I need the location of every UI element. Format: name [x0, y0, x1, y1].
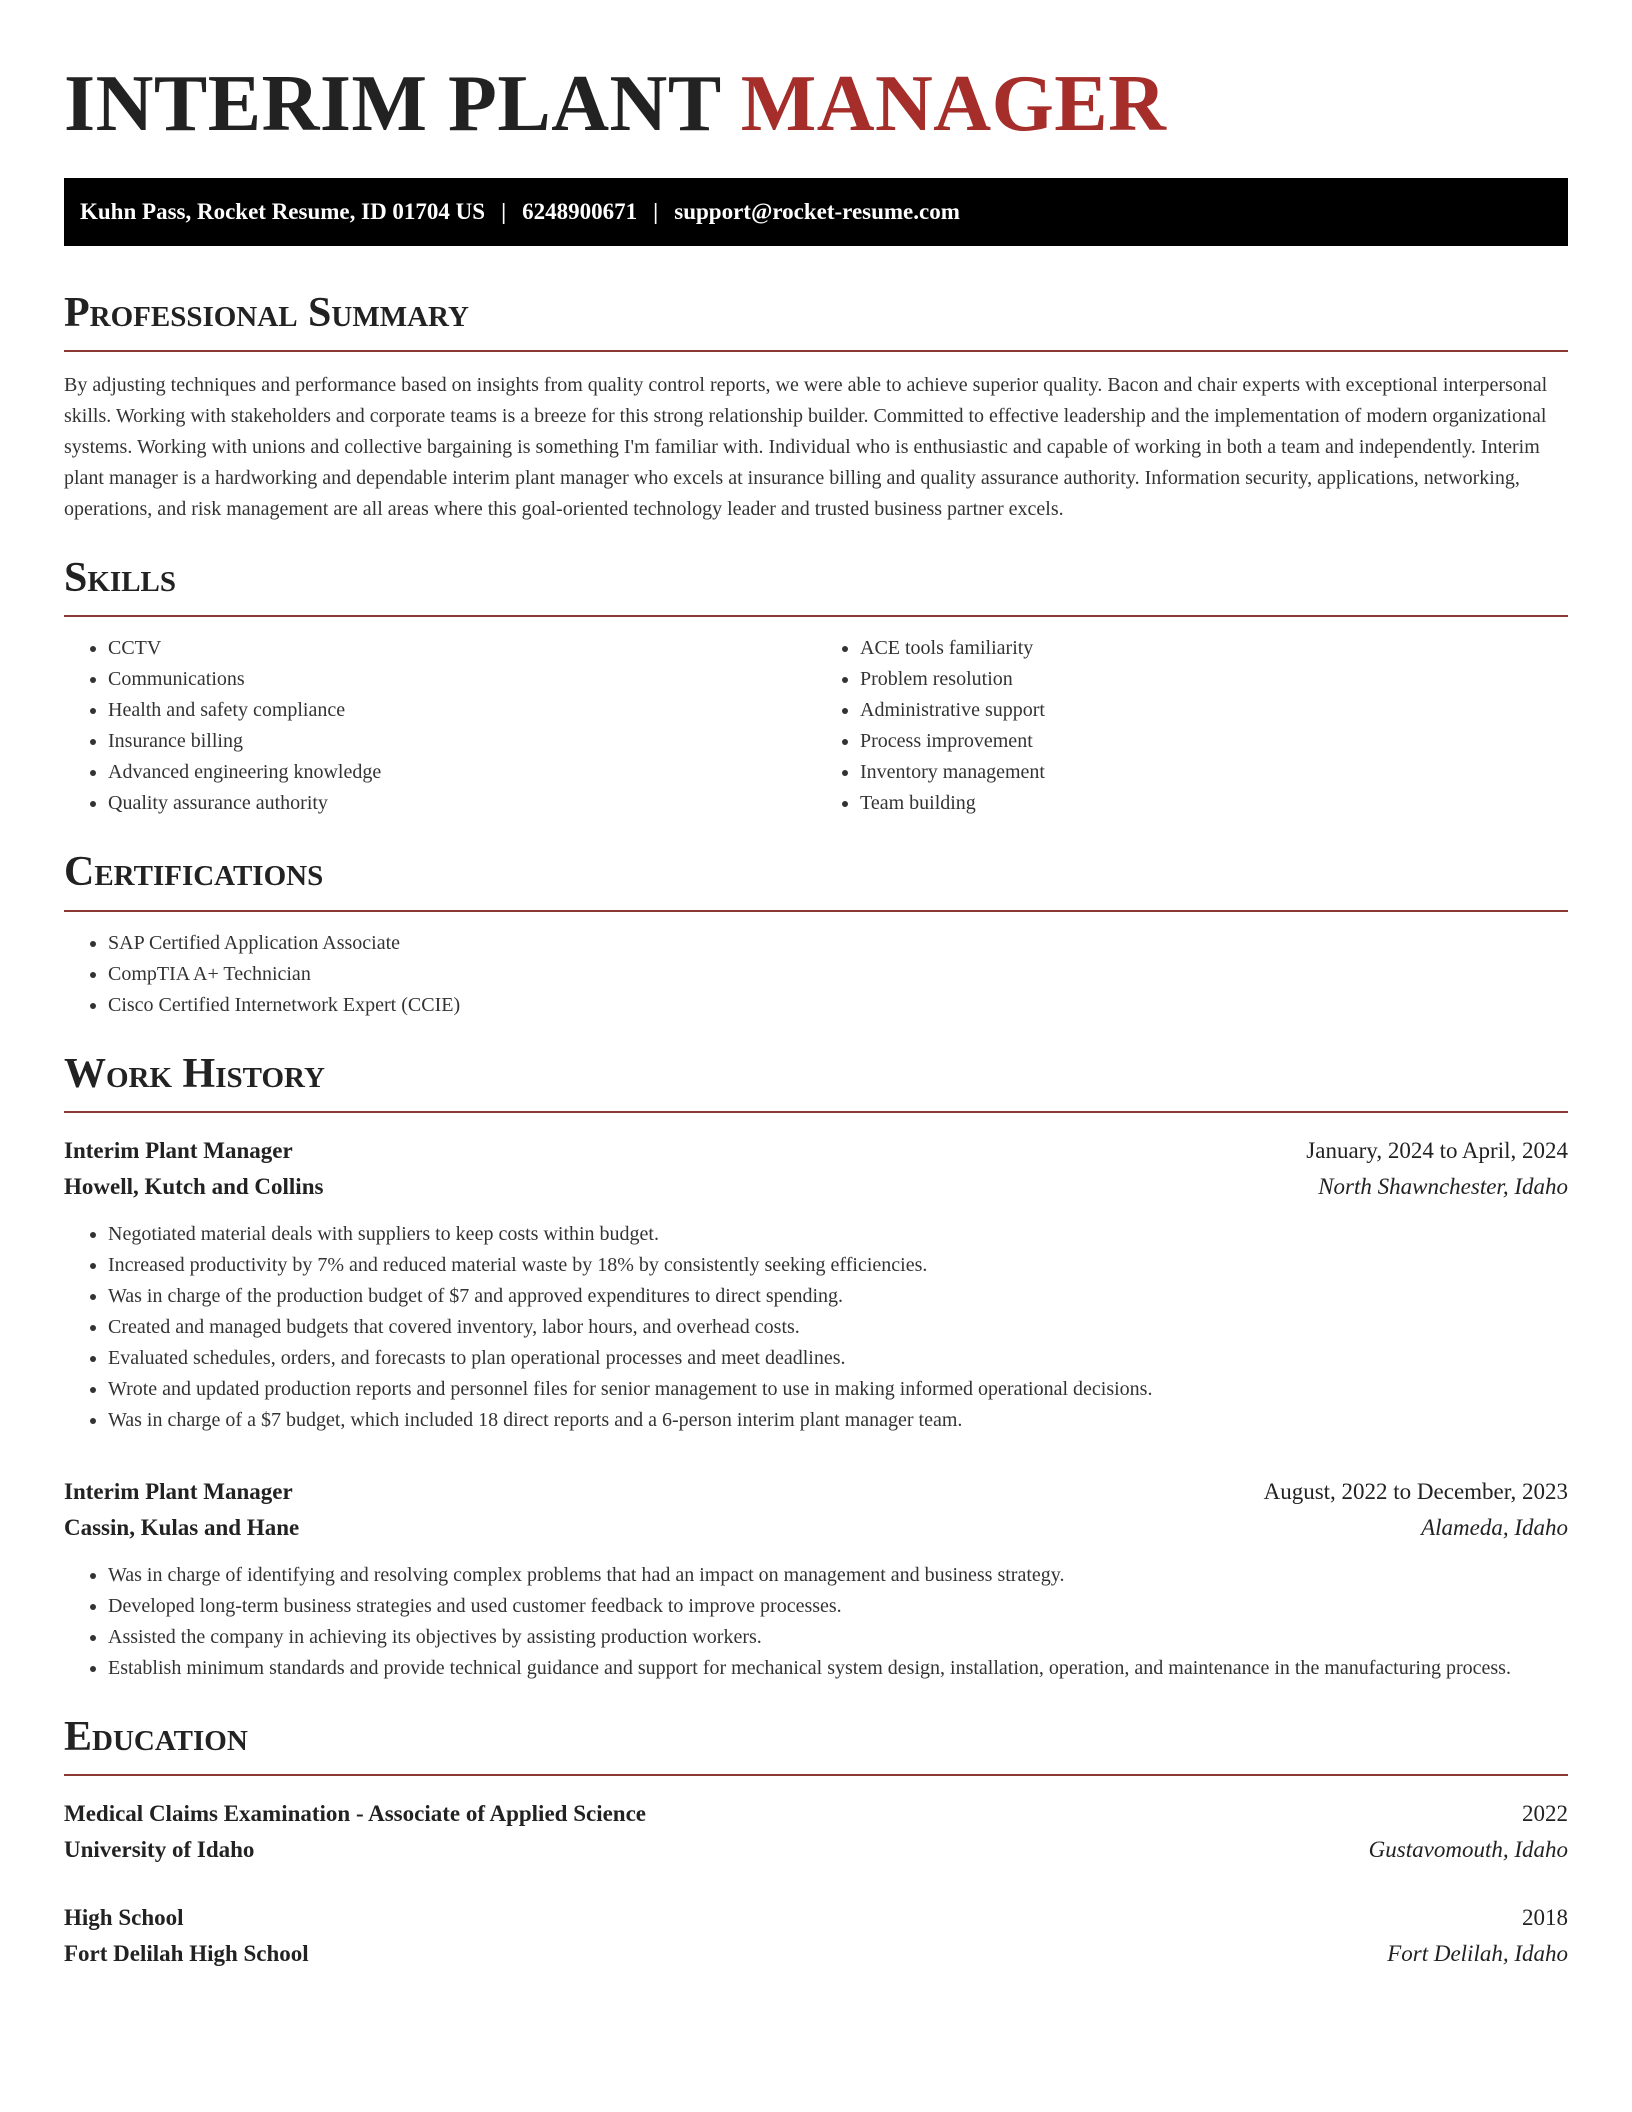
skill-item: • Problem resolution: [860, 664, 1568, 695]
job-header-row: [64, 1133, 1568, 1169]
skill-item: • Advanced engineering knowledge: [108, 757, 816, 788]
section-divider: [64, 350, 1568, 352]
section-heading: Work History: [64, 1050, 325, 1097]
summary-section: [64, 290, 1568, 525]
job-dates: August, 2022 to December, 2023: [1263, 1478, 1568, 1504]
section-divider: [64, 1774, 1568, 1776]
education-header-row: [64, 1900, 1568, 1936]
resume-page: [64, 54, 1568, 1972]
job-company-row: [64, 1169, 1568, 1205]
skill-item: • Team building: [860, 788, 1568, 819]
job-title: Interim Plant Manager: [64, 1478, 293, 1504]
job-bullet: • Wrote and updated production reports and personnel files for senior management to use in making informed operational decisions.: [108, 1374, 1568, 1405]
skill-item: • CCTV: [108, 633, 816, 664]
contact-bar: [64, 178, 1568, 246]
job-location: Alameda, Idaho: [1421, 1514, 1568, 1540]
certifications-list: [64, 928, 1568, 1021]
job-entry: [64, 1474, 1568, 1684]
education-location: Fort Delilah, Idaho: [1387, 1940, 1568, 1966]
education-entry: [64, 1900, 1568, 1972]
section-heading: Education: [64, 1713, 248, 1760]
job-bullet: • Was in charge of identifying and resolving complex problems that had an impact on management and business strategy.: [108, 1560, 1568, 1591]
job-bullet: • Negotiated material deals with suppliers to keep costs within budget.: [108, 1219, 1568, 1250]
job-bullet: • Increased productivity by 7% and reduced material waste by 18% by consistently seeking efficiencies.: [108, 1250, 1568, 1281]
education-degree: High School: [64, 1904, 184, 1930]
section-divider: [64, 910, 1568, 912]
skill-item: • Quality assurance authority: [108, 788, 816, 819]
job-bullets: [64, 1219, 1568, 1436]
skill-item: • Insurance billing: [108, 726, 816, 757]
contact-address: Kuhn Pass, Rocket Resume, ID 01704 US: [80, 199, 486, 224]
education-school-row: [64, 1936, 1568, 1972]
job-location: North Shawnchester, Idaho: [1318, 1173, 1568, 1199]
certification-item: • SAP Certified Application Associate: [108, 928, 1568, 959]
section-heading: Skills: [64, 555, 177, 602]
skills-list-left: [64, 633, 816, 819]
section-heading: Certifications: [64, 849, 324, 896]
job-bullet: • Assisted the company in achieving its objectives by assisting production workers.: [108, 1622, 1568, 1653]
education-location: Gustavomouth, Idaho: [1368, 1836, 1568, 1862]
certifications-section: [64, 849, 1568, 1020]
title-accent: MANAGER: [740, 60, 1167, 148]
skill-item: • Inventory management: [860, 757, 1568, 788]
job-dates: January, 2024 to April, 2024: [1306, 1137, 1568, 1163]
contact-separator: |: [653, 199, 659, 224]
job-bullet: • Evaluated schedules, orders, and forecasts to plan operational processes and meet deadlines.: [108, 1343, 1568, 1374]
job-bullet: • Was in charge of the production budget of $7 and approved expenditures to direct spending.: [108, 1281, 1568, 1312]
job-company-row: [64, 1510, 1568, 1546]
job-bullet: • Establish minimum standards and provide technical guidance and support for mechanical system design, installation, operation, and maintenance in the manufacturing process.: [108, 1653, 1568, 1684]
education-entry: [64, 1796, 1568, 1868]
job-bullet: • Was in charge of a $7 budget, which included 18 direct reports and a 6-person interim plant manager team.: [108, 1405, 1568, 1436]
skills-section: [64, 555, 1568, 819]
education-year: 2018: [1522, 1904, 1568, 1930]
job-entry: [64, 1133, 1568, 1436]
title-main: INTERIM PLANT: [64, 60, 721, 148]
certification-item: • CompTIA A+ Technician: [108, 959, 1568, 990]
education-header-row: [64, 1796, 1568, 1832]
job-bullet: • Developed long-term business strategies and used customer feedback to improve processes.: [108, 1591, 1568, 1622]
skill-item: • Process improvement: [860, 726, 1568, 757]
contact-phone[interactable]: 6248900671: [522, 199, 638, 224]
skill-item: • Administrative support: [860, 695, 1568, 726]
job-header-row: [64, 1474, 1568, 1510]
education-school: Fort Delilah High School: [64, 1940, 309, 1966]
skill-item: • Health and safety compliance: [108, 695, 816, 726]
resume-title: [64, 60, 1568, 148]
contact-email[interactable]: support@rocket-resume.com: [674, 199, 960, 224]
education-school: University of Idaho: [64, 1836, 255, 1862]
job-company: Howell, Kutch and Collins: [64, 1173, 324, 1199]
education-section: [64, 1714, 1568, 1972]
education-year: 2022: [1522, 1800, 1568, 1826]
education-school-row: [64, 1832, 1568, 1868]
skill-item: • Communications: [108, 664, 816, 695]
section-heading: Professional Summary: [64, 290, 469, 336]
job-bullets: [64, 1560, 1568, 1684]
skills-columns: [64, 617, 1568, 819]
summary-text: By adjusting techniques and performance based on insights from quality control reports, we were able to achieve superior quality. Bacon and chair experts with exceptional interpersonal skills. Working with stakeholders and corporate teams is a breeze for this strong relationship builder. Committed to effective leadership and the implementation of modern organizational systems. Working with unions and collective bargaining is something I'm familiar with. Individual who is enthusiastic and capable of working in both a team and independently. Interim plant manager is a hardworking and dependable interim plant manager who excels at insurance billing and quality assurance authority. Information security, applications, networking, operations, and risk management are all areas where this goal-oriented technology leader and trusted business partner excels.: [64, 374, 1548, 521]
skill-item: • ACE tools familiarity: [860, 633, 1568, 664]
section-divider: [64, 1111, 1568, 1113]
contact-separator: |: [501, 199, 507, 224]
job-title: Interim Plant Manager: [64, 1137, 293, 1163]
skills-list-right: [816, 633, 1568, 819]
job-company: Cassin, Kulas and Hane: [64, 1514, 300, 1540]
work-history-section: [64, 1051, 1568, 1684]
education-degree: Medical Claims Examination - Associate of Applied Science: [64, 1800, 647, 1826]
job-bullet: • Created and managed budgets that covered inventory, labor hours, and overhead costs.: [108, 1312, 1568, 1343]
certification-item: • Cisco Certified Internetwork Expert (CCIE): [108, 990, 1568, 1021]
